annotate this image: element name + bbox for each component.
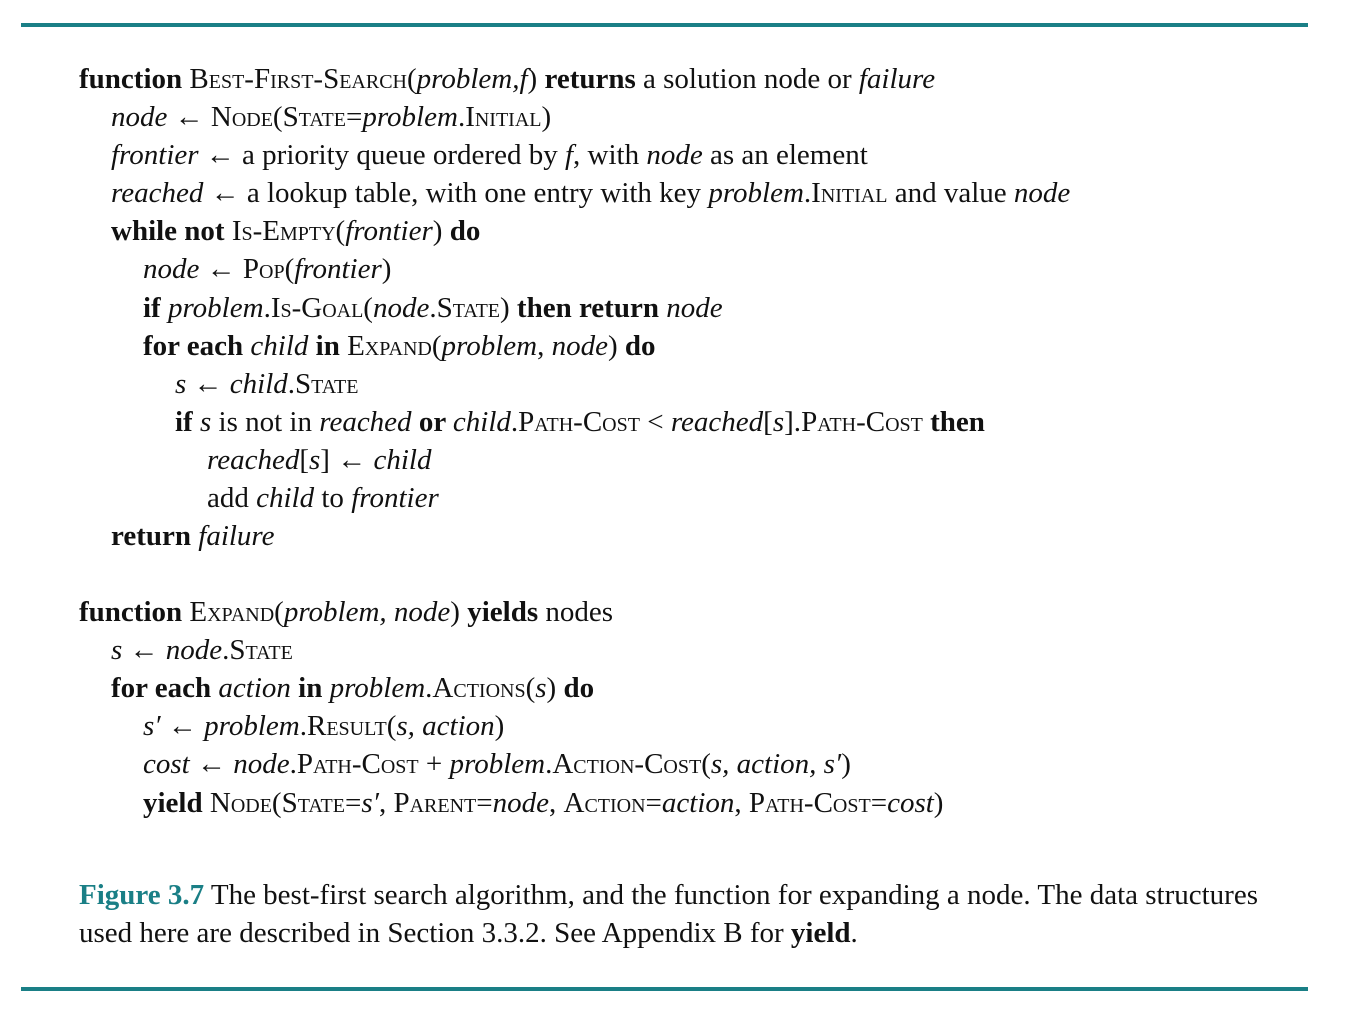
- code-token: failure: [198, 520, 275, 552]
- code-token: s: [535, 672, 547, 704]
- code-token: to: [314, 482, 352, 514]
- code-token: Node(State=: [210, 101, 363, 133]
- code-token: ): [432, 215, 450, 247]
- code-token: child: [256, 482, 315, 514]
- code-token: Action=: [563, 787, 662, 819]
- code-token: node: [551, 330, 608, 362]
- code-line: [207, 479, 439, 517]
- code-token: frontier: [345, 215, 433, 247]
- code-token: node: [666, 292, 723, 324]
- code-token: ←: [167, 101, 211, 133]
- caption-text: The best-first search algorithm, and the function for expanding a node. The data structures used here are described in Section 3.3.2. See Appendix B for: [79, 879, 1258, 949]
- code-token: Parent=: [393, 787, 493, 819]
- code-line: [143, 745, 851, 783]
- code-token: ← a lookup table, with one entry with key: [203, 177, 709, 209]
- code-line: [207, 441, 431, 479]
- code-token: .Path-Cost: [510, 406, 640, 438]
- code-token: problem: [708, 177, 804, 209]
- code-token: problem, node: [283, 596, 451, 628]
- code-token: ): [933, 787, 944, 819]
- code-token: , with: [573, 139, 647, 171]
- code-token: .Actions(: [425, 672, 536, 704]
- code-line: [79, 593, 613, 631]
- code-line: [143, 784, 943, 822]
- code-line: [143, 289, 723, 327]
- code-token: reached: [111, 177, 204, 209]
- code-token: s: [175, 368, 187, 400]
- code-token: node: [1013, 177, 1071, 209]
- code-token: or: [411, 406, 453, 438]
- code-token: .Result(: [299, 710, 397, 742]
- code-token: for each: [111, 672, 219, 704]
- code-token: .Action-Cost(: [545, 748, 711, 780]
- code-token: [: [299, 444, 309, 476]
- code-token: Path-Cost: [801, 406, 923, 438]
- code-token: .State: [287, 368, 359, 400]
- code-token: ,: [549, 787, 564, 819]
- code-token: for each: [143, 330, 251, 362]
- caption-bold-word: yield: [790, 917, 851, 949]
- code-line: [143, 327, 656, 365]
- code-line: [111, 517, 275, 555]
- code-token: ): [607, 330, 625, 362]
- code-token: problem: [329, 672, 426, 704]
- code-line: [111, 212, 480, 250]
- code-token: ): [450, 596, 468, 628]
- code-token: ←: [199, 253, 243, 285]
- code-token: ←: [186, 368, 230, 400]
- code-token: ] ←: [320, 444, 374, 476]
- top-rule: [21, 23, 1308, 27]
- code-token: function: [79, 596, 190, 628]
- code-token: [: [763, 406, 773, 438]
- code-line: [143, 707, 504, 745]
- code-token: in: [308, 330, 348, 362]
- code-line: [111, 631, 293, 669]
- code-line: [111, 98, 551, 136]
- code-token: ←: [122, 634, 166, 666]
- code-token: .Initial): [457, 101, 552, 133]
- code-token: problem: [449, 748, 546, 780]
- code-token: s, action: [396, 710, 495, 742]
- code-token: s: [309, 444, 321, 476]
- code-token: a solution node or: [635, 63, 859, 95]
- code-token: Expand(: [189, 596, 284, 628]
- code-token: ): [381, 253, 392, 285]
- code-line: [143, 250, 391, 288]
- code-token: reached: [319, 406, 412, 438]
- code-token: problem: [204, 710, 300, 742]
- code-token: do: [449, 215, 481, 247]
- code-token: s: [772, 406, 785, 438]
- code-token: ← a priority queue ordered by: [198, 139, 565, 171]
- code-token: do: [563, 672, 595, 704]
- code-token: node: [111, 101, 168, 133]
- code-line: [111, 174, 1070, 212]
- code-token: .Path-Cost: [289, 748, 419, 780]
- code-token: yield: [143, 787, 210, 819]
- code-token: yields: [467, 596, 539, 628]
- code-token: problem,f: [416, 63, 528, 95]
- code-token: problem: [441, 330, 538, 362]
- code-token: .State: [222, 634, 293, 666]
- figure-label: Figure 3.7: [79, 879, 205, 911]
- code-token: Best-First-Search(: [189, 63, 417, 95]
- code-token: frontier: [294, 253, 382, 285]
- code-token: action: [218, 672, 291, 704]
- code-token: action: [661, 787, 735, 819]
- code-line: [111, 669, 594, 707]
- code-token: node: [372, 292, 430, 324]
- code-token: ): [841, 748, 851, 780]
- code-line: [79, 60, 935, 98]
- code-token: reached: [670, 406, 764, 438]
- code-token: ): [527, 63, 545, 95]
- code-token: reached: [207, 444, 300, 476]
- code-token: Node(State=: [209, 787, 362, 819]
- bottom-rule: [21, 987, 1308, 991]
- code-token: in: [290, 672, 330, 704]
- code-token: s, action, s′: [710, 748, 842, 780]
- code-line: [175, 403, 985, 441]
- code-token: child: [373, 444, 432, 476]
- code-token: s′: [361, 787, 379, 819]
- code-token: node: [233, 748, 290, 780]
- code-token: return: [111, 520, 199, 552]
- code-token: ←: [189, 748, 234, 780]
- code-token: if: [175, 406, 200, 438]
- code-token: ←: [160, 710, 205, 742]
- code-token: child: [452, 406, 511, 438]
- code-token: failure: [858, 63, 936, 95]
- code-token: cost: [887, 787, 934, 819]
- code-token: cost: [143, 748, 190, 780]
- code-token: node: [143, 253, 200, 285]
- code-line: [111, 136, 868, 174]
- code-token: frontier: [111, 139, 199, 171]
- code-token: ].: [784, 406, 802, 438]
- code-token: +: [418, 748, 450, 780]
- code-line: [175, 365, 358, 403]
- code-token: s: [111, 634, 123, 666]
- code-token: problem: [362, 101, 458, 133]
- code-token: ): [546, 672, 564, 704]
- code-token: s: [199, 406, 212, 438]
- code-token: ,: [537, 330, 552, 362]
- code-token: returns: [544, 63, 636, 95]
- code-token: .Is-Goal(: [263, 292, 373, 324]
- code-token: child: [229, 368, 288, 400]
- code-token: problem: [167, 292, 264, 324]
- code-token: if: [143, 292, 168, 324]
- code-token: Path-Cost=: [748, 787, 888, 819]
- code-token: function: [79, 63, 190, 95]
- code-token: then: [922, 406, 985, 438]
- figure-caption: [79, 876, 1279, 952]
- code-token: f: [564, 139, 574, 171]
- code-token: Is-Empty(: [231, 215, 346, 247]
- caption-end: .: [850, 917, 858, 949]
- code-token: node: [646, 139, 703, 171]
- code-token: nodes: [538, 596, 614, 628]
- code-token: .Initial: [803, 177, 888, 209]
- code-token: <: [639, 406, 671, 438]
- code-token: is not in: [211, 406, 320, 438]
- code-token: while not: [111, 215, 232, 247]
- code-token: ): [494, 710, 505, 742]
- code-token: then return: [516, 292, 667, 324]
- code-token: Pop(: [242, 253, 295, 285]
- code-token: ,: [734, 787, 749, 819]
- code-token: node: [492, 787, 550, 819]
- code-token: .State): [429, 292, 517, 324]
- code-token: and value: [887, 177, 1014, 209]
- code-token: ,: [378, 787, 394, 819]
- code-token: Expand(: [347, 330, 442, 362]
- code-token: as an element: [702, 139, 868, 171]
- code-token: frontier: [351, 482, 439, 514]
- code-token: do: [624, 330, 656, 362]
- code-token: add: [207, 482, 257, 514]
- code-token: s′: [143, 710, 161, 742]
- code-token: node: [165, 634, 223, 666]
- code-token: child: [250, 330, 309, 362]
